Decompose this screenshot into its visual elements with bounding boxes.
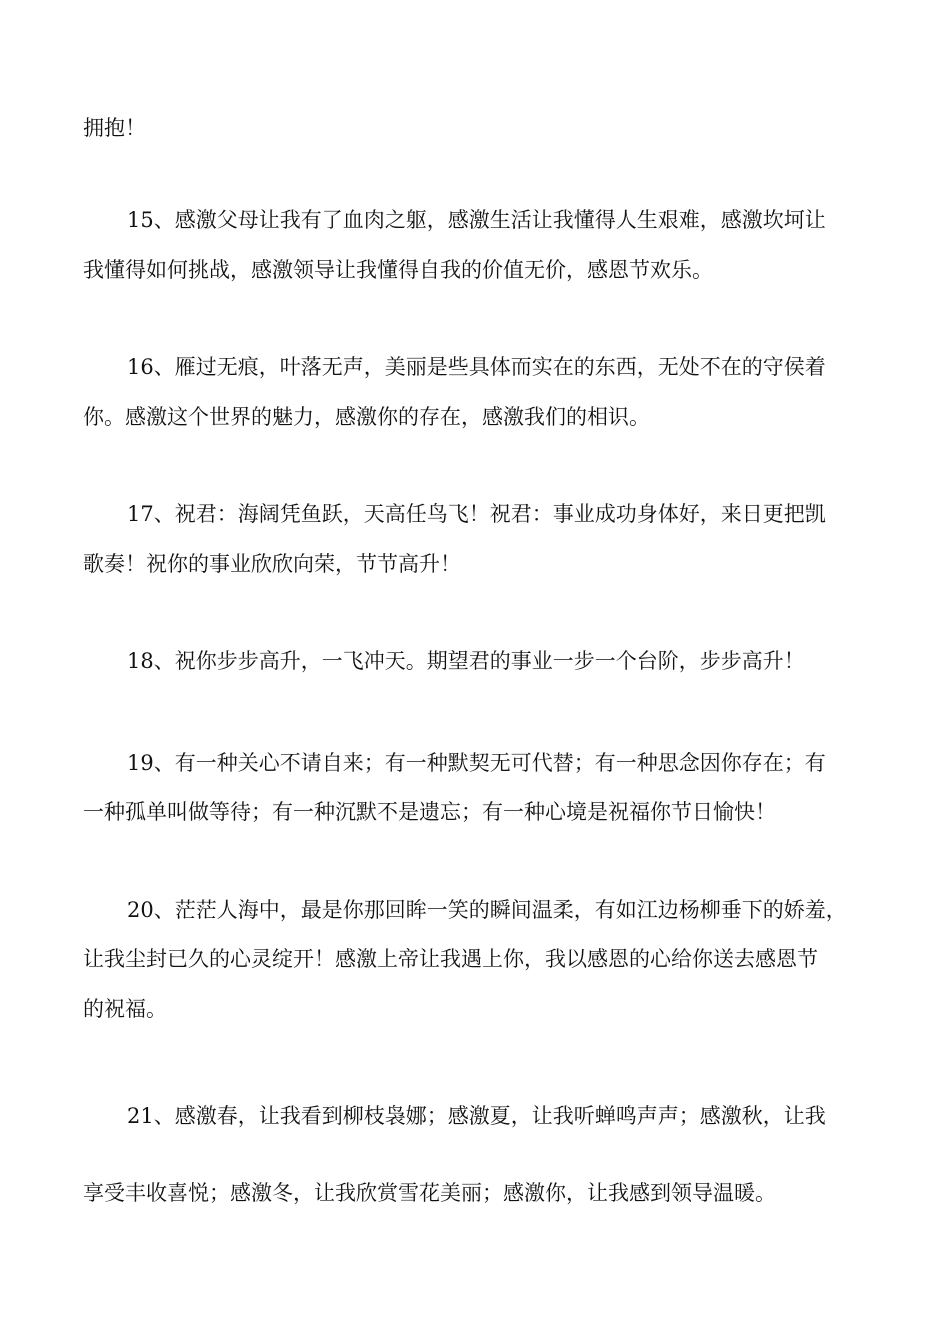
paragraph-line: 一种孤单叫做等待；有一种沉默不是遗忘；有一种心境是祝福你节日愉快！ (83, 800, 776, 824)
paragraph-line: 你。感激这个世界的魅力，感激你的存在，感激我们的相识。 (83, 405, 650, 429)
paragraph-line: 让我尘封已久的心灵绽开！感激上帝让我遇上你，我以感恩的心给你送去感恩节 (83, 947, 818, 971)
paragraph-line: 我懂得如何挑战，感激领导让我懂得自我的价值无价，感恩节欢乐。 (83, 258, 713, 282)
paragraph-line: 20、茫茫人海中，最是你那回眸一笑的瞬间温柔，有如江边杨柳垂下的娇羞， (127, 898, 847, 922)
paragraph-line: 歌奏！祝你的事业欣欣向荣，节节高升！ (83, 552, 461, 576)
paragraph-line: 19、有一种关心不请自来；有一种默契无可代替；有一种思念因你存在；有 (127, 751, 826, 775)
paragraph-line: 拥抱！ (83, 116, 146, 140)
paragraph-line: 18、祝你步步高升，一飞冲天。期望君的事业一步一个台阶，步步高升！ (127, 649, 805, 673)
paragraph-line: 的祝福。 (83, 997, 167, 1021)
paragraph-line: 享受丰收喜悦；感激冬，让我欣赏雪花美丽；感激你，让我感到领导温暖。 (83, 1181, 776, 1205)
paragraph-line: 17、祝君：海阔凭鱼跃，天高任鸟飞！祝君：事业成功身体好，来日更把凯 (127, 502, 826, 526)
paragraph-line: 21、感激春，让我看到柳枝袅娜；感激夏，让我听蝉鸣声声；感激秋，让我 (127, 1104, 826, 1128)
paragraph-line: 16、雁过无痕，叶落无声，美丽是些具体而实在的东西，无处不在的守侯着 (127, 355, 826, 379)
paragraph-line: 15、感激父母让我有了血肉之躯，感激生活让我懂得人生艰难，感激坎坷让 (127, 208, 826, 232)
